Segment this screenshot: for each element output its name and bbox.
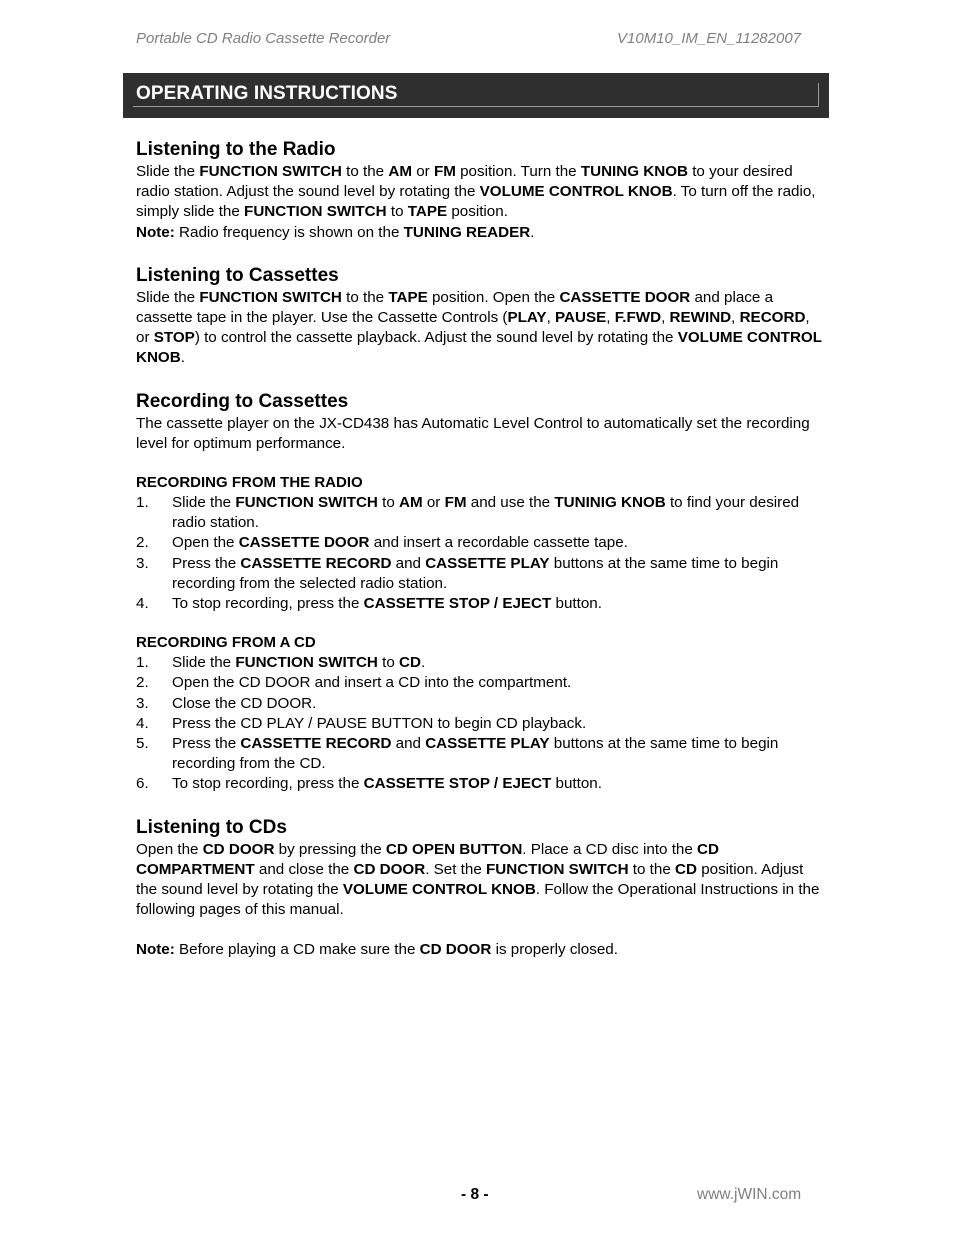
text-run: to the [628, 860, 676, 878]
radio-note [136, 223, 826, 243]
cds-note [136, 940, 826, 960]
step-number: 5. [136, 735, 149, 753]
text-run: position. [447, 203, 508, 221]
bold-term: CD OPEN BUTTON [385, 840, 523, 858]
text-run: To stop recording, press the [172, 595, 364, 613]
text-run: and use the [466, 494, 555, 512]
bold-term: AM [399, 494, 423, 512]
bold-term: Note: [136, 223, 175, 241]
list-item [136, 493, 826, 533]
bold-term: CASSETTE RECORD [240, 554, 392, 572]
text-run: to find your desired radio station. [172, 494, 800, 532]
text-run: Press the [172, 554, 241, 572]
text-run: Press the [172, 735, 241, 753]
text-run: button. [551, 775, 602, 793]
text-run: Open the [172, 534, 239, 552]
bold-term: CD DOOR [353, 860, 426, 878]
text-run: Open the CD DOOR and insert a CD into the compartment. [172, 674, 572, 692]
text-run: is properly closed. [491, 941, 618, 959]
bold-term: FUNCTION SWITCH [235, 494, 378, 512]
text-run: , [606, 309, 615, 327]
bold-term: CD [675, 860, 697, 878]
text-run: and insert a recordable cassette tape. [369, 534, 628, 552]
bold-term: REWIND [669, 309, 732, 327]
document-code: V10M10_IM_EN_11282007 [617, 30, 802, 47]
list-item [136, 714, 826, 734]
text-run: position. Adjust the sound level by rotating the [136, 860, 804, 899]
text-run: or [411, 163, 434, 180]
text-run: , [661, 309, 670, 327]
text-run: Slide the [172, 494, 236, 512]
cds-paragraph [136, 840, 826, 921]
bold-term: STOP [153, 329, 195, 347]
bold-term: FM [433, 163, 456, 180]
list-item [136, 653, 826, 673]
page-content [136, 138, 826, 961]
text-run: ) to control the cassette playback. Adjust the sound level by rotating the [194, 329, 678, 347]
bold-term: CD DOOR [419, 941, 492, 959]
bold-term: TUNING KNOB [580, 163, 688, 180]
text-run: and place a cassette tape in the player. Use the Cassette Controls ( [136, 288, 774, 327]
recording-paragraph [136, 414, 826, 454]
bold-term: CD COMPARTMENT [136, 840, 719, 878]
text-run: . Follow the Operational Instructions in the following pages of this manual. [136, 881, 820, 919]
text-run: , [731, 309, 740, 327]
bold-term: CD DOOR [202, 840, 275, 858]
heading-recording-cassettes: Recording to Cassettes [136, 390, 349, 412]
heading-listening-radio: Listening to the Radio [136, 139, 336, 160]
section-banner [123, 73, 829, 118]
bold-term: CASSETTE DOOR [238, 534, 370, 552]
text-run: . [530, 223, 535, 241]
text-run: . To turn off the radio, simply slide the [136, 183, 816, 221]
step-number: 2. [136, 674, 149, 692]
text-run: buttons at the same time to begin recording from the CD. [172, 735, 779, 773]
text-run: by pressing the [274, 840, 386, 858]
text-run: , [546, 309, 556, 327]
page-number: - 8 - [461, 1186, 489, 1203]
radio-paragraph [136, 162, 826, 223]
text-run: Press the CD PLAY / PAUSE BUTTON to begin CD playback. [172, 714, 587, 732]
text-run: To stop recording, press the [172, 775, 364, 793]
bold-term: FM [444, 494, 467, 512]
bold-term: CASSETTE STOP / EJECT [363, 775, 552, 793]
list-item [136, 533, 826, 553]
text-run: , or [136, 309, 810, 347]
subheading-recording-from-cd: RECORDING FROM A CD [136, 634, 316, 652]
step-number: 1. [136, 654, 149, 672]
bold-term: FUNCTION SWITCH [199, 288, 342, 306]
bold-term: CASSETTE RECORD [240, 735, 392, 753]
text-run: buttons at the same time to begin recording from the selected radio station. [172, 554, 779, 592]
text-run: to your desired radio station. Adjust the sound level by rotating the [136, 163, 793, 201]
bold-term: TAPE [388, 288, 428, 306]
bold-term: TUNING READER [403, 223, 531, 241]
bold-term: FUNCTION SWITCH [235, 654, 378, 672]
step-number: 2. [136, 534, 149, 552]
steps-recording-from-cd [136, 653, 826, 794]
bold-term: PAUSE [555, 309, 607, 327]
bold-term: RECORD [739, 309, 806, 327]
bold-term: CASSETTE PLAY [425, 554, 550, 572]
step-number: 4. [136, 714, 149, 732]
list-item [136, 554, 826, 594]
step-number: 3. [136, 694, 149, 712]
text-run: button. [551, 595, 602, 613]
text-run: Slide the [136, 288, 200, 306]
text-run: position. Turn the [455, 163, 581, 180]
bold-term: TUNINIG KNOB [554, 494, 666, 512]
text-run: and [391, 735, 426, 753]
text-run: . Set the [425, 860, 486, 878]
bold-term: FUNCTION SWITCH [486, 860, 629, 878]
text-run: or [422, 494, 445, 512]
text-run: to [377, 494, 400, 512]
text-run: to [377, 654, 400, 672]
heading-listening-cassettes: Listening to Cassettes [136, 264, 339, 286]
text-run: Open the [136, 840, 203, 858]
text-run: and [391, 554, 426, 572]
bold-term: CASSETTE DOOR [559, 288, 691, 306]
list-item [136, 694, 826, 714]
banner-title: OPERATING INSTRUCTIONS [136, 83, 398, 104]
bold-term: CASSETTE STOP / EJECT [363, 595, 552, 613]
bold-term: Note: [136, 941, 175, 959]
website-url: www.jWIN.com [697, 1186, 802, 1203]
bold-term: VOLUME CONTROL KNOB [136, 329, 822, 367]
text-run: Slide the [136, 163, 200, 180]
text-run: Radio frequency is shown on the [174, 223, 404, 241]
text-run: . Place a CD disc into the [522, 840, 698, 858]
text-run: to the [341, 163, 389, 180]
text-run: The cassette player on the JX-CD438 has Automatic Level Control to automatically set the recording level for optimum performance. [136, 414, 810, 452]
running-header-title: Portable CD Radio Cassette Recorder [136, 30, 391, 47]
cassettes-paragraph [136, 288, 826, 369]
step-number: 6. [136, 775, 149, 793]
text-run: Slide the [172, 654, 236, 672]
list-item [136, 774, 826, 794]
list-item [136, 734, 826, 774]
bold-term: FUNCTION SWITCH [244, 203, 387, 221]
bold-term: VOLUME CONTROL KNOB [342, 881, 536, 899]
bold-term: VOLUME CONTROL KNOB [479, 183, 673, 201]
text-run: to [386, 203, 408, 221]
bold-term: PLAY [507, 309, 547, 327]
step-number: 4. [136, 595, 149, 613]
bold-term: CD [399, 654, 421, 672]
list-item [136, 673, 826, 693]
subheading-recording-from-radio: RECORDING FROM THE RADIO [136, 474, 363, 492]
text-run: . [180, 349, 185, 367]
heading-listening-cds: Listening to CDs [136, 816, 287, 838]
bold-term: TAPE [407, 203, 448, 221]
text-run: Before playing a CD make sure the [174, 941, 420, 959]
bold-term: AM [388, 163, 412, 180]
bold-term: F.FWD [614, 309, 662, 327]
bold-term: FUNCTION SWITCH [199, 163, 342, 180]
text-run: and close the [254, 860, 354, 878]
text-run: . [420, 654, 426, 672]
bold-term: CASSETTE PLAY [425, 735, 550, 753]
text-run: Close the CD DOOR. [172, 694, 317, 712]
text-run: position. Open the [427, 288, 560, 306]
text-run: to the [341, 288, 389, 306]
list-item [136, 594, 826, 614]
step-number: 3. [136, 554, 149, 572]
steps-recording-from-radio [136, 493, 826, 614]
step-number: 1. [136, 494, 149, 512]
